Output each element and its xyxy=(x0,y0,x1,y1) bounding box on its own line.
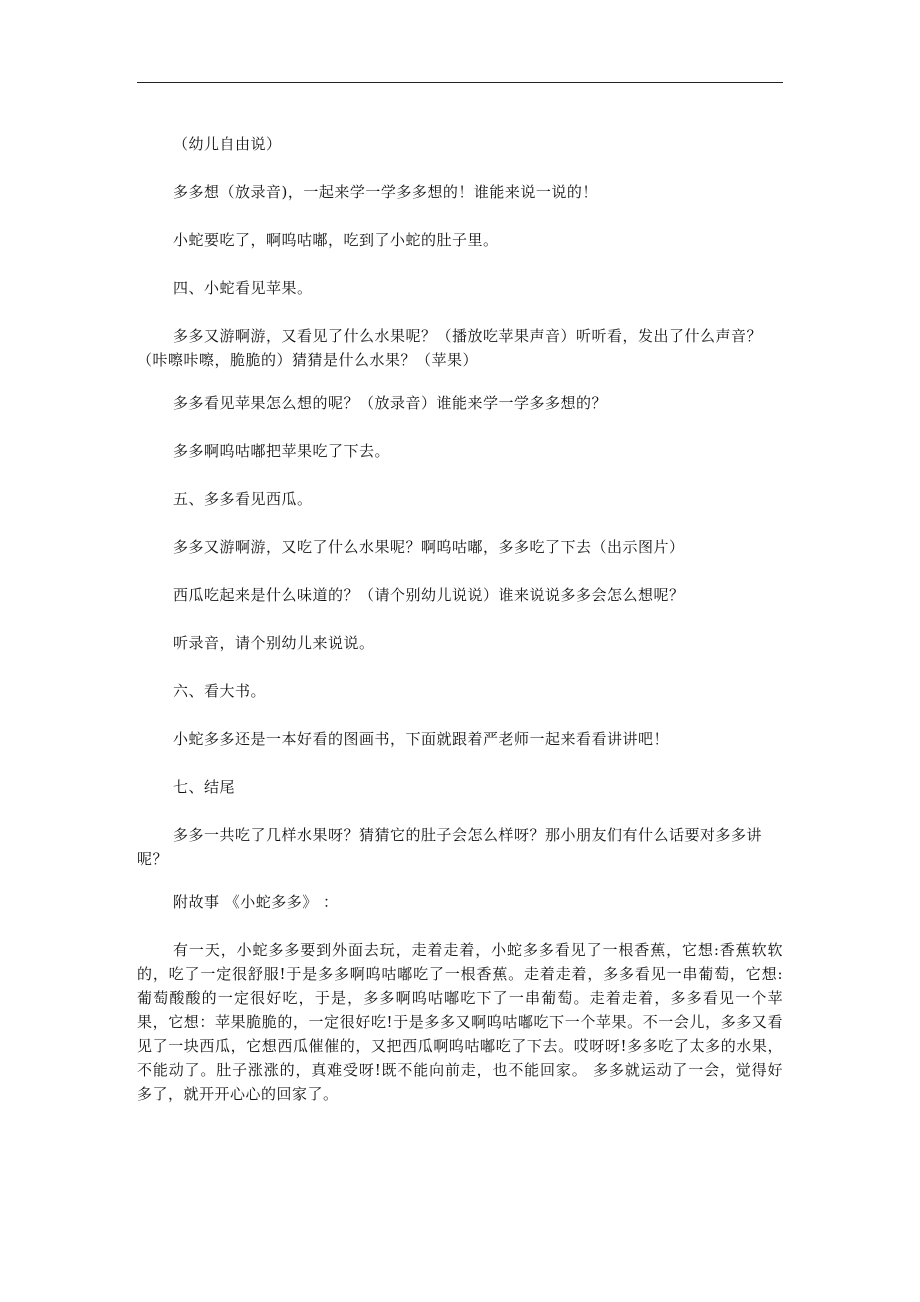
paragraph-snake-eats: 小蛇要吃了，啊呜咕嘟，吃到了小蛇的肚子里。 xyxy=(173,231,499,249)
story-text: 有一天，小蛇多多要到外面去玩，走着走着，小蛇多多看见了一根香蕉，它想:香蕉软软的，吃了一定很舒服!于是多多啊呜咕嘟吃了一根香蕉。走着走着，多多看见一串葡萄，它想: 葡萄酸酸的一定很好吃，于是，多多啊呜咕嘟吃下了一串葡萄。走着走着，多多看见一个苹果，它想：苹果脆脆的，一定很好吃!于是多多又啊呜咕嘟吃下一个苹果。不一会儿，多多又看见了一块西瓜，它想西瓜催催的，又把西瓜啊呜咕嘟吃了下去。哎呀呀!多多吃了太多的水果，不能动了。肚子涨涨的，真难受呀!既不能向前走，也不能回家。 多多就运动了一会，觉得好多了，就开开心心的回家了。 xyxy=(137,941,783,1103)
paragraph-learn-duoduo-thinking: 多多想（放录音)，一起来学一学多多想的！谁能来说一说的！ xyxy=(173,183,598,201)
section-heading-watermelon: 五、多多看见西瓜。 xyxy=(173,490,313,508)
section-heading-ending: 七、结尾 xyxy=(173,778,236,796)
paragraph-listen-recording: 听录音，请个别幼儿来说说。 xyxy=(173,634,375,652)
story-title: 附故事 《小蛇多多》 ： xyxy=(173,893,339,911)
paragraph-ending-question: 多多一共吃了几样水果呀？猜猜它的肚子会怎么样呀？那小朋友们有什么话要对多多讲呢？ xyxy=(137,826,763,868)
paragraph-watermelon-eaten: 多多又游啊游，又吃了什么水果呢？啊呜咕嘟，多多吃了下去（出示图片） xyxy=(173,538,685,556)
paragraph-apple-eaten: 多多啊呜咕嘟把苹果吃了下去。 xyxy=(173,442,391,460)
header-rule xyxy=(137,82,783,83)
paragraph-apple-sound: 多多又游啊游，又看见了什么水果呢？（播放吃苹果声音）听听看，发出了什么声音？（咔嚓咔嚓，脆脆的）猜猜是什么水果？（苹果） xyxy=(137,327,763,369)
page-body xyxy=(137,132,783,1106)
paragraph-watermelon-taste: 西瓜吃起来是什么味道的？（请个别幼儿说说）谁来说说多多会怎么想呢？ xyxy=(173,586,685,604)
paragraph-free-talk: （幼儿自由说） xyxy=(173,135,282,153)
section-heading-big-book: 六、看大书。 xyxy=(173,682,267,700)
section-heading-apple: 四、小蛇看见苹果。 xyxy=(173,279,313,297)
paragraph-big-book: 小蛇多多还是一本好看的图画书，下面就跟着严老师一起来看看讲讲吧！ xyxy=(173,730,670,748)
paragraph-apple-thinking: 多多看见苹果怎么想的呢？（放录音）谁能来学一学多多想的？ xyxy=(173,394,608,412)
